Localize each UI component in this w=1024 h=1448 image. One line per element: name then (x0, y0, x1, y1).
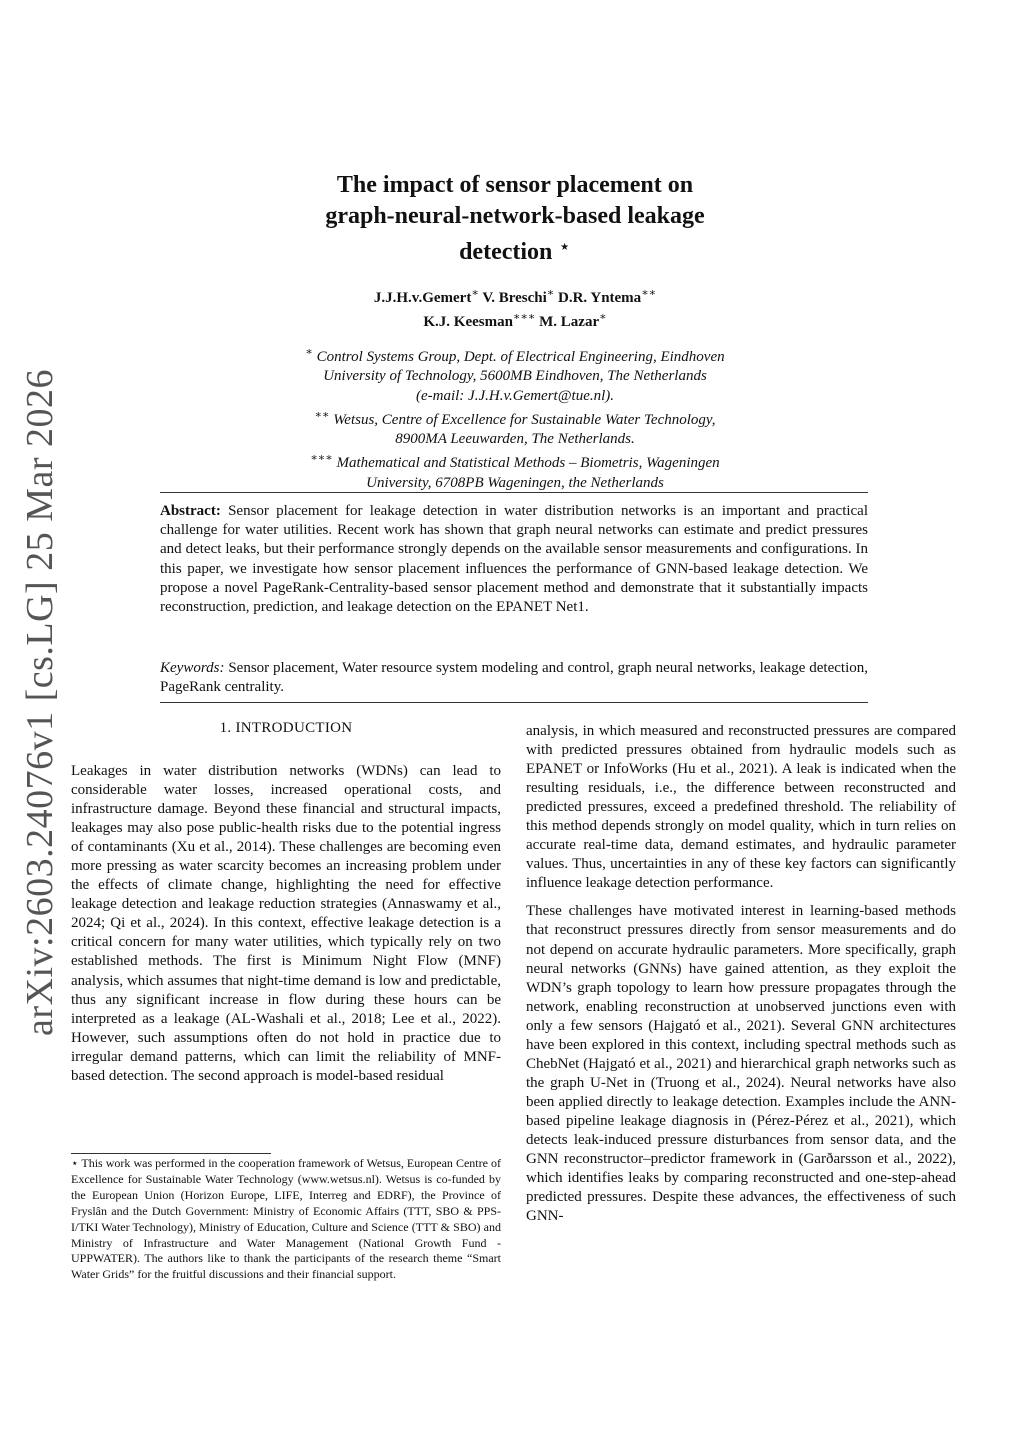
abstract (160, 502, 868, 617)
author-mark: ∗ (471, 287, 479, 299)
section-heading-introduction: 1. INTRODUCTION (219, 720, 353, 736)
author-list (200, 284, 830, 332)
author-name: M. Lazar (539, 314, 600, 330)
author-name: J.J.H.v.Gemert (373, 290, 472, 306)
title-footnote-mark: ⋆ (558, 236, 571, 258)
affiliation-mark: ∗∗∗ (310, 452, 333, 465)
author-name: D.R. Yntema (558, 290, 642, 306)
abstract-label: Abstract: (160, 503, 221, 519)
footnote-mark: ⋆ (71, 1156, 79, 1170)
author-mark: ∗ (546, 287, 555, 299)
footnote-rule (71, 1153, 271, 1154)
affiliation-line: 8900MA Leeuwarden, The Netherlands. (395, 431, 635, 448)
arxiv-identifier: arXiv:2603.24076v1 [cs.LG] 25 Mar 2026 (19, 368, 61, 1036)
affiliation-email: (e-mail: J.J.H.v.Gemert@tue.nl). (415, 387, 615, 404)
keywords (160, 659, 868, 697)
author-mark: ∗∗∗ (512, 311, 536, 323)
keywords-text: Sensor placement, Water resource system modeling and control, graph neural networks, leakage detection, PageRank centrality. (160, 660, 868, 695)
affiliation-mark: ∗∗ (314, 408, 330, 421)
body-paragraph: These challenges have motivated interest in learning-based methods that reconstruct pressures directly from sensor measurements and do not depend on accurate hydraulic parameters. More specifically, graph neural networks (GNNs) have gained attention, as they exploit the WDN’s graph topology to learn how pressure propagates through the network, enabling reconstruction at unobserved junctions even with only a few sensors (Hajgató et al., 2021). Several GNN architectures have been explored in this context, including spectral methods such as ChebNet (Hajgató et al., 2021) and hierarchical graph networks such as the graph U-Net in (Truong et al., 2024). Neural networks have also been applied directly to leakage detection. Examples include the ANN-based pipeline leakage diagnosis in (Pérez-Pérez et al., 2021), which detects leak-induced pressure disturbances from sensor data, and the GNN reconstructor–predictor framework in (Garðarsson et al., 2022), which identifies leaks by comparing reconstructed and one-step-ahead predicted pressures. Despite these advances, the effectiveness of such GNN- (526, 903, 956, 1225)
affiliation-line: Wetsus, Centre of Excellence for Sustainable Water Technology, (333, 411, 716, 428)
affiliation-line: University of Technology, 5600MB Eindhoven, The Netherlands (323, 368, 707, 385)
body-paragraph: analysis, in which measured and reconstructed pressures are compared with predicted pressures obtained from hydraulic models such as EPANET or InfoWorks (Hu et al., 2021). A leak is indicated when the resulting residuals, i.e., the difference between reconstructed and predicted pressures, exceed a predefined threshold. The reliability of this method depends strongly on model quality, which in turn relies on accurate real-time data, demand estimates, and hydraulic parameter values. Thus, uncertainties in any of these key factors can significantly influence leakage detection performance. (526, 723, 956, 892)
footnote-text: This work was performed in the cooperation framework of Wetsus, European Centre of Excellence for Sustainable Water Technology (www.wetsus.nl). Wetsus is co-funded by the European Union (Horizon Europe, LIFE, Interreg and EDRF), the Province of Fryslân and the Dutch Government: Ministry of Economic Affairs (TTT, SBO & PPS-I/TKI Water Technology), Ministry of Education, Culture and Science (TTT & SBO) and Ministry of Infrastructure and Water Management (National Growth Fund - UPPWATER). The authors like to thank the participants of the research theme “Smart Water Grids” for the fruitful discussions and their financial support. (71, 1156, 501, 1282)
affiliations (200, 343, 830, 493)
author-name: V. Breschi (482, 290, 547, 306)
paper-title (200, 170, 830, 268)
left-column (71, 762, 501, 1086)
author-mark: ∗ (599, 311, 607, 323)
title-line-1: The impact of sensor placement on (336, 172, 694, 198)
affiliation-line: Mathematical and Statistical Methods – Biometris, Wageningen (336, 455, 720, 472)
abstract-bottom-rule (160, 702, 868, 703)
funding-footnote (71, 1156, 501, 1283)
keywords-label: Keywords: (160, 660, 225, 676)
affiliation-mark: ∗ (305, 346, 313, 358)
affiliation-line: Control Systems Group, Dept. of Electrical Engineering, Eindhoven (316, 349, 725, 365)
right-column (526, 722, 956, 1226)
author-mark: ∗∗ (641, 287, 657, 299)
title-line-2: graph-neural-network-based leakage (325, 203, 705, 229)
author-name: K.J. Keesman (423, 314, 513, 330)
abstract-text: Sensor placement for leakage detection in water distribution networks is an important and practical challenge for water utilities. Recent work has shown that graph neural networks can estimate and predict pressures and detect leaks, but their performance strongly depends on the available sensor measurements and configurations. In this paper, we investigate how sensor placement influences the performance of GNN-based leakage detection. We propose a novel PageRank-Centrality-based sensor placement method and demonstrate that it substantially impacts reconstruction, prediction, and leakage detection on the EPANET Net1. (160, 503, 869, 616)
body-paragraph: Leakages in water distribution networks (WDNs) can lead to considerable water losses, increased operational costs, and infrastructure damage. Beyond these financial and structural impacts, leakages may also pose public-health risks due to the potential ingress of contaminants (Xu et al., 2014). These challenges are becoming even more pressing as water scarcity becomes an increasing problem under the effects of climate change, highlighting the need for effective leakage detection and leakage reduction strategies (Annaswamy et al., 2024; Qi et al., 2024). In this context, effective leakage detection is a critical concern for many water utilities, which typically rely on two established methods. The first is Minimum Night Flow (MNF) analysis, which assumes that night-time demand is low and predictable, thus any significant increase in flow during these hours can be interpreted as a leakage (AL-Washali et al., 2018; Lee et al., 2022). However, such assumptions often do not hold in practice due to irregular demand patterns, which can limit the reliability of MNF-based detection. The second approach is model-based residual (71, 763, 501, 1084)
title-line-3: detection (459, 239, 553, 265)
affiliation-line: University, 6708PB Wageningen, the Netherlands (366, 474, 664, 491)
abstract-top-rule (160, 492, 868, 493)
